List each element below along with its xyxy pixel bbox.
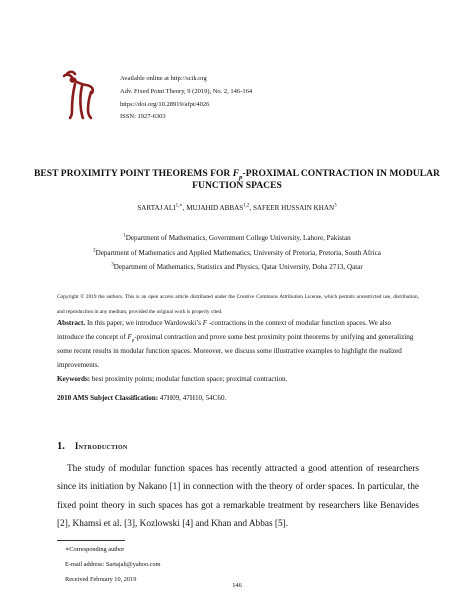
- copyright-notice: Copyright © 2019 the authors. This is an open access article distributed under the Creative Commons Attribution License, which permits unrestricted use, distribution, and reproduction in any medium, provided the original work is properly cited.: [57, 294, 419, 315]
- journal-logo: [58, 70, 98, 120]
- doi-link[interactable]: https://doi.org/10.28919/afpt/4026: [120, 100, 210, 108]
- paper-title: BEST PROXIMITY POINT THEOREMS FOR $F_p$-PROXIMAL CONTRACTION IN MODULAR FUNCTION SPACES: [33, 168, 440, 191]
- availability-link[interactable]: Available online at http://scik.org: [120, 75, 207, 82]
- author-name: MUJAHID ABBAS: [186, 204, 244, 212]
- affiliation: $^3$Department of Mathematics, Statistics and Physics, Qatar University, Doha 2713, Qatar: [111, 262, 363, 272]
- affiliations: [0, 231, 474, 275]
- affiliation: $^1$Department of Mathematics, Government College University, Lahore, Pakistan: [123, 233, 351, 242]
- footnotes: [65, 542, 161, 588]
- corresponding-author-note: ∗Corresponding author: [65, 546, 125, 553]
- received-date: Received February 10, 2019: [65, 576, 137, 584]
- author-name: SAFEER HUSSAIN KHAN: [252, 204, 335, 212]
- author-list: SARTAJ $ALI^{1,∗}$, MUJAHID ABBAS$^{1,2}$, SAFEER HUSSAIN KHAN$^3$: [137, 203, 337, 212]
- footnote-divider: [57, 540, 125, 541]
- journal-info: [120, 73, 252, 124]
- page-number: 146: [232, 582, 242, 589]
- issn: ISSN: 1927-6303: [120, 113, 166, 121]
- section-heading: 1. Introduction: [57, 441, 128, 452]
- ams-classification: 2010 AMS Subject Classification: 47H09, 47H10, 54C60.: [57, 394, 227, 402]
- journal-citation: Adv. Fixed Point Theory, 9 (2019), No. 2, 146-164: [120, 87, 253, 95]
- abstract: Abstract. In this paper, we introduce Wardowski’s F -contractions in the context of modular function spaces. We also introduce the concept of $F_p$-proximal contraction and prove some best proximity point theorems by unifying and generalizing some recent results in modular function spaces. Moreover, we discuss some illustrative examples to highlight the realized improvements.: [57, 319, 414, 370]
- email-note: E-mail address: Sartajali@yahoo.com: [65, 561, 161, 569]
- author-name: SARTAJ ALI: [137, 204, 176, 212]
- keywords: Keywords: best proximity points; modular function space; proximal contraction.: [57, 375, 288, 383]
- affiliation: $^2$Department of Mathematics and Applied Mathematics, University of Pretoria, Pretoria, South Africa: [93, 248, 381, 257]
- introduction-paragraph: The study of modular function spaces has recently attracted a good attention of researchers since its initiation by Nakano [1] in connection with the theory of order spaces. In particular, the fixed point theory in such spaces has got a remarkable treatment by researchers like Benavides [2], Khamsi et al. [3], Kozlowski [4] and Khan and Abbas [5].: [57, 464, 419, 529]
